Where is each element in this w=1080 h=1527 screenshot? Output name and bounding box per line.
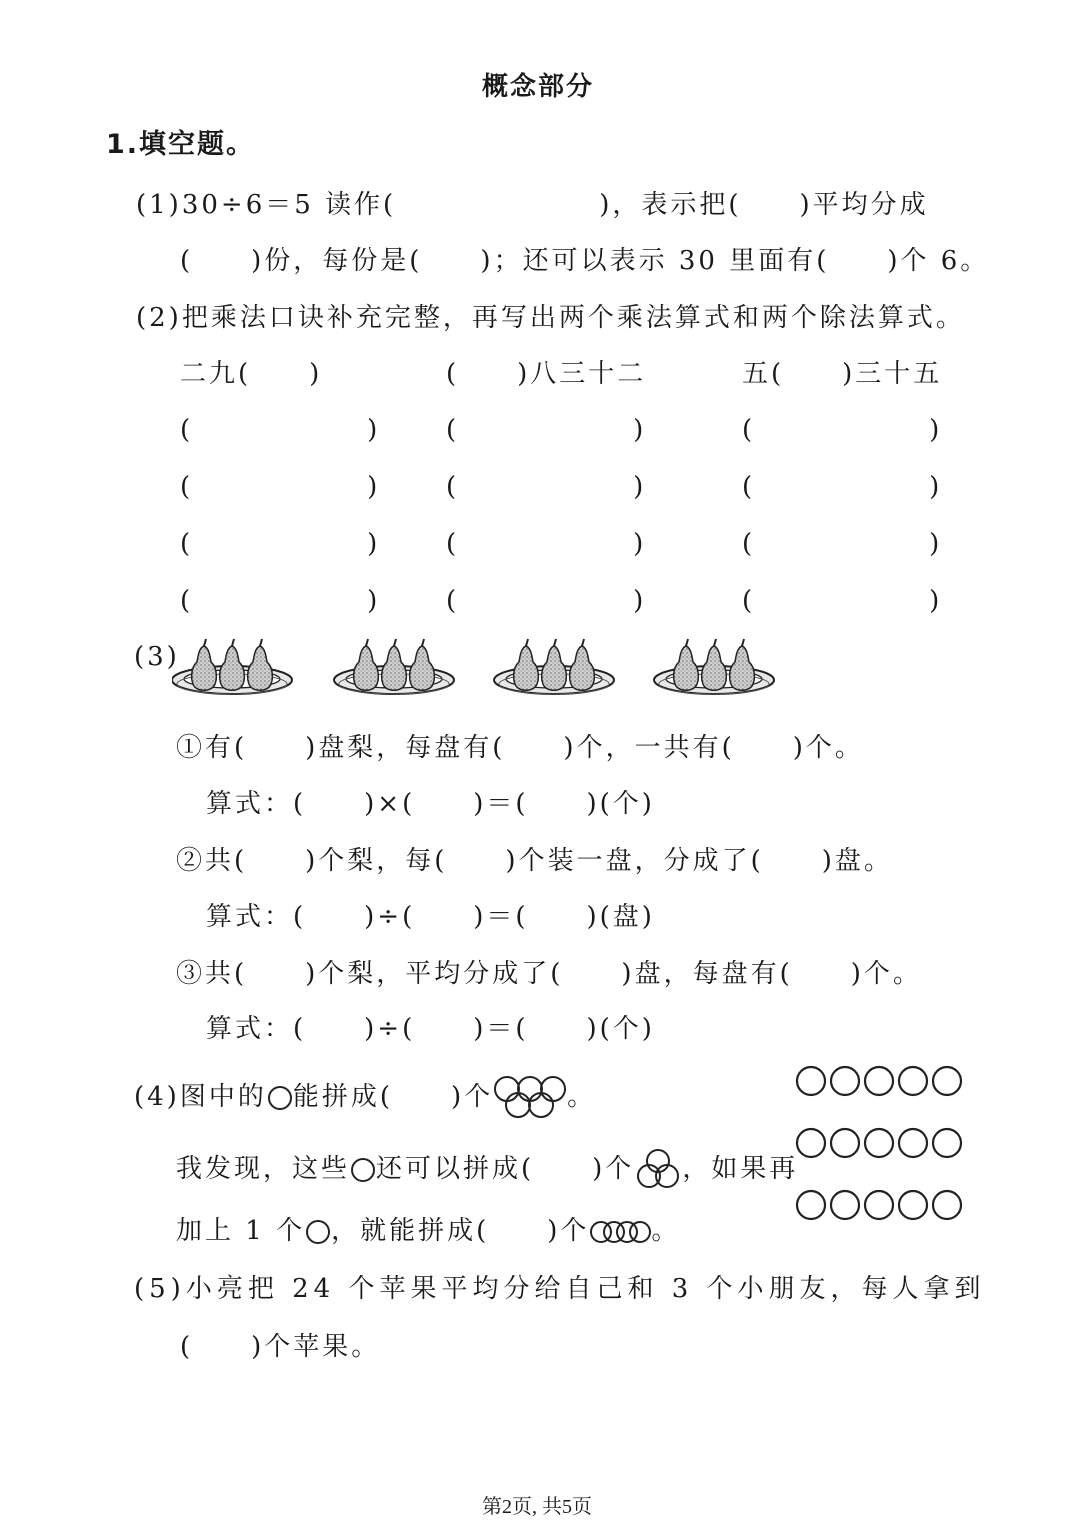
page-title: 概念部分 xyxy=(482,72,595,102)
q3-formula2: 算式：( )÷( )＝( )(盘) xyxy=(206,902,655,932)
q3-formula3: 算式：( )÷( )＝( )(个) xyxy=(206,1014,655,1044)
circle-icon xyxy=(267,1085,293,1111)
q3-sub3: ③共( )个梨，平均分成了( )盘，每盘有( )个。 xyxy=(176,959,922,989)
circle-icon xyxy=(305,1219,331,1245)
q5-line1: (5)小亮把 24 个苹果平均分给自己和 3 个小朋友，每人拿到 xyxy=(134,1274,986,1304)
blank-r1-c3: ( ) xyxy=(742,415,943,445)
rhyme-3: 五( )三十五 xyxy=(742,359,943,389)
four-rings-icon xyxy=(589,1218,651,1246)
q4-l1-text-b: 能拼成( )个 xyxy=(292,1082,494,1112)
circle-icon xyxy=(350,1157,376,1183)
blank-r4-c2: ( ) xyxy=(446,586,647,616)
section-heading: 1.填空题。 xyxy=(106,129,256,160)
blank-r2-c3: ( ) xyxy=(742,472,943,502)
q4-line1 xyxy=(134,1074,596,1122)
q1-line1: (1)30÷6＝5 读作( )，表示把( )平均分成 xyxy=(136,190,929,220)
q5-line2: ( )个苹果。 xyxy=(180,1332,381,1362)
q3-formula1: 算式：( )×( )＝( )(个) xyxy=(206,789,655,819)
q3-sub1: ①有( )盘梨，每盘有( )个，一共有( )个。 xyxy=(176,733,864,763)
three-rings-icon xyxy=(634,1148,682,1192)
q2-instruction: (2)把乘法口诀补充完整，再写出两个乘法算式和两个除法算式。 xyxy=(136,303,965,333)
rhyme-2: ( )八三十二 xyxy=(446,359,647,389)
q3-label: (3) xyxy=(134,642,180,672)
circle-grid xyxy=(794,1064,966,1224)
q4-l1-text-c: 。 xyxy=(567,1082,597,1112)
q4-l2-text-a: 我发现，这些 xyxy=(176,1154,351,1184)
blank-r4-c1: ( ) xyxy=(180,586,381,616)
blank-r2-c1: ( ) xyxy=(180,472,381,502)
five-rings-icon xyxy=(493,1074,567,1122)
q4-l3-text-c: 。 xyxy=(651,1216,681,1246)
q4-line3 xyxy=(176,1210,680,1247)
blank-r1-c2: ( ) xyxy=(446,415,647,445)
q4-l3-text-a: 加上 1 个 xyxy=(176,1216,306,1246)
page-footer: 第2页, 共5页 xyxy=(482,1496,592,1518)
blank-r3-c2: ( ) xyxy=(446,529,647,559)
blank-r1-c1: ( ) xyxy=(180,415,381,445)
q4-l1-text-a: (4)图中的 xyxy=(134,1082,267,1112)
q3-sub2: ②共( )个梨，每( )个装一盘，分成了( )盘。 xyxy=(176,846,893,876)
q4-l2-text-c: ，如果再 xyxy=(682,1154,799,1184)
blank-r4-c3: ( ) xyxy=(742,586,943,616)
q1-line2: ( )份，每份是( )；还可以表示 30 里面有( )个 6。 xyxy=(180,246,990,276)
pear-plates-illustration xyxy=(172,632,792,700)
q4-line2 xyxy=(176,1148,798,1192)
blank-r2-c2: ( ) xyxy=(446,472,647,502)
rhyme-1: 二九( ) xyxy=(180,359,323,389)
q4-l2-text-b: 还可以拼成( )个 xyxy=(376,1154,635,1184)
blank-r3-c3: ( ) xyxy=(742,529,943,559)
blank-r3-c1: ( ) xyxy=(180,529,381,559)
q4-l3-text-b: ，就能拼成( )个 xyxy=(331,1216,590,1246)
